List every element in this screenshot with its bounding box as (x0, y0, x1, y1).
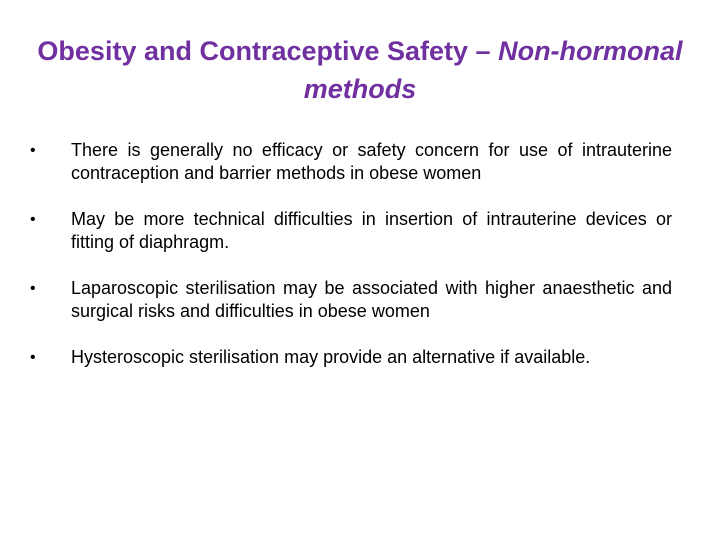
bullet-text: Hysteroscopic sterilisation may provide an alternative if available. (71, 347, 591, 367)
slide-title-italic: Non-hormonal methods (303, 36, 683, 104)
bullet-marker: • (30, 349, 36, 366)
bullet-marker: • (30, 280, 36, 297)
bullet-item (30, 139, 672, 185)
slide-title-plain: Obesity and Contraceptive Safety – (37, 36, 499, 66)
bullet-marker: • (30, 142, 36, 159)
bullet-text: There is generally no efficacy or safety concern for use of intrauterine contraception and barrier methods in obese women (71, 140, 672, 183)
bullet-item (30, 208, 672, 254)
bullet-item (30, 346, 672, 369)
bullet-marker: • (30, 211, 36, 228)
slide-title (30, 32, 690, 108)
bullet-text: May be more technical difficulties in insertion of intrauterine devices or fitting of diaphragm. (71, 209, 672, 252)
bullet-list (30, 139, 672, 392)
bullet-text: Laparoscopic sterilisation may be associated with higher anaesthetic and surgical risks and difficulties in obese women (71, 278, 672, 321)
bullet-item (30, 277, 672, 323)
